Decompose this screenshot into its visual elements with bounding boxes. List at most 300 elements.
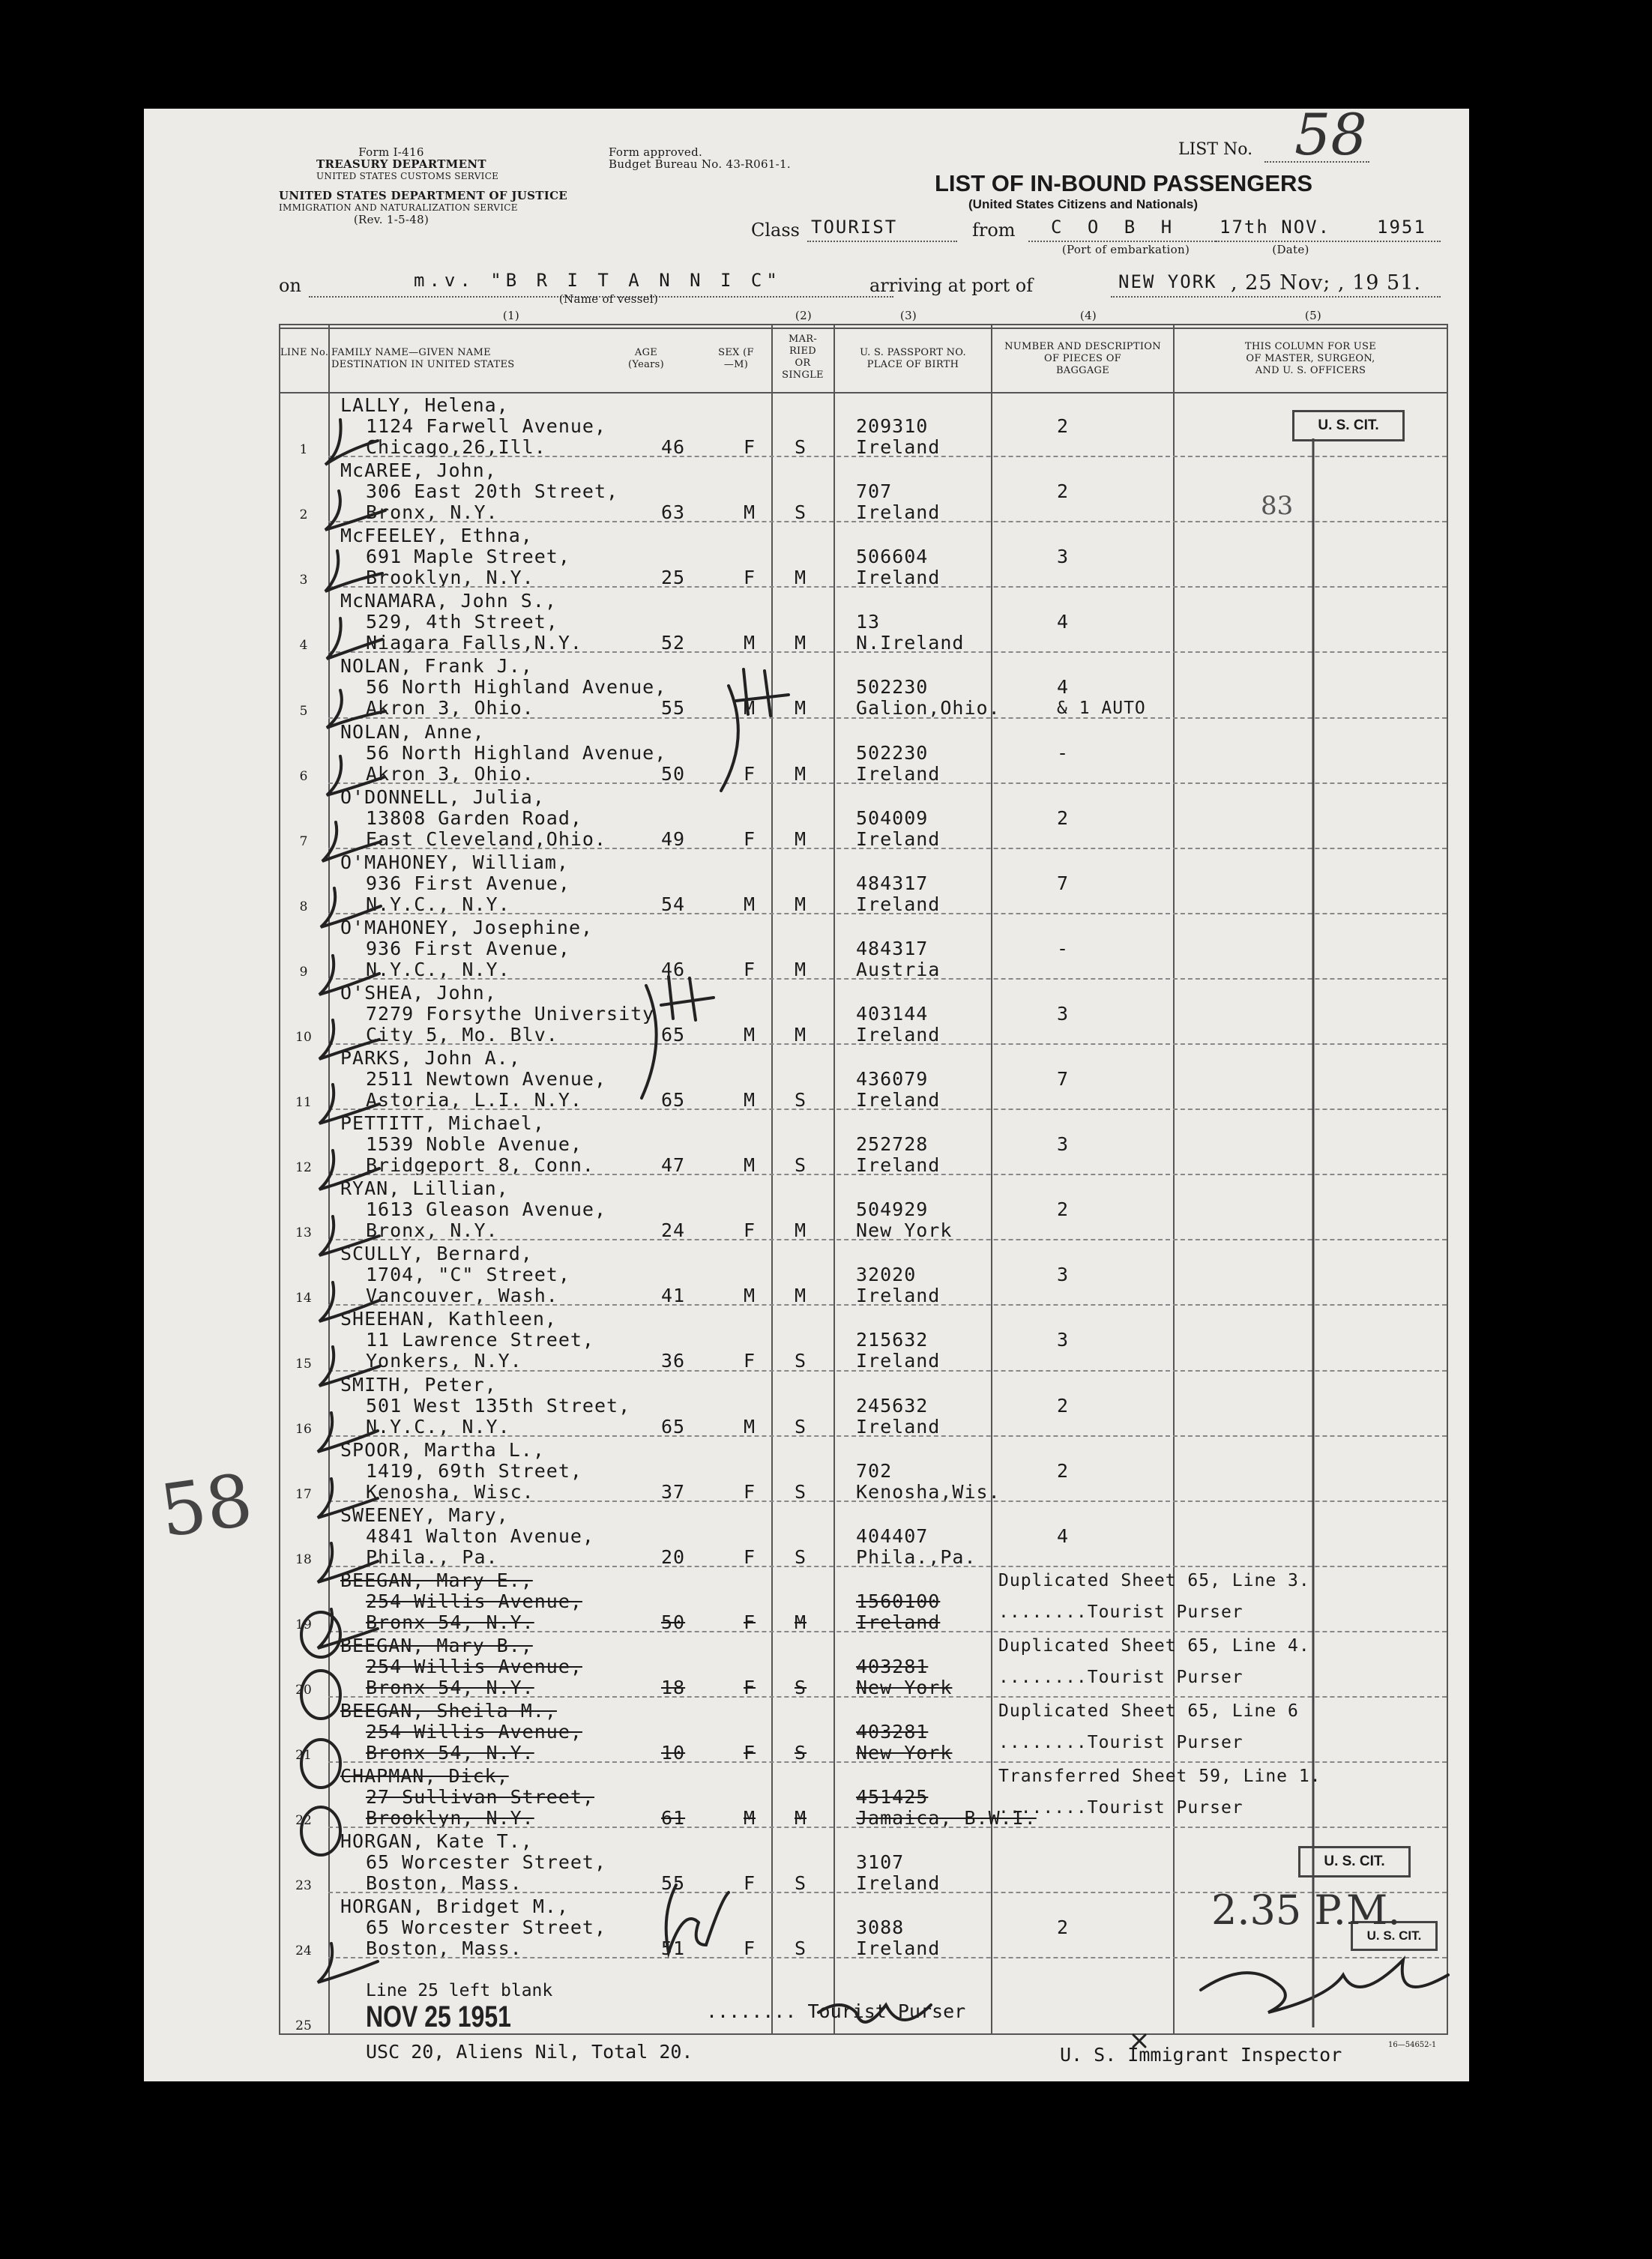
line-number: 8 — [299, 899, 308, 914]
birthplace: Austria — [856, 958, 941, 980]
age-cell: 20 — [661, 1545, 686, 1568]
sex-cell: F — [744, 1219, 756, 1242]
col-passport: U. S. PASSPORT NO. — [860, 347, 966, 358]
marital-cell: M — [795, 632, 807, 654]
embark-date: 17th NOV. — [1220, 217, 1331, 238]
line-number: 5 — [299, 703, 308, 719]
class-label: Class — [751, 220, 800, 241]
city-state: Astoria, L.I. N.Y. — [366, 1089, 582, 1111]
sex-cell: F — [744, 1480, 756, 1503]
city-state: Yonkers, N.Y. — [366, 1350, 522, 1372]
passport-no: 502230 — [856, 741, 929, 764]
duplicate-note: Duplicated Sheet 65, Line 4. — [998, 1635, 1310, 1656]
age-cell: 10 — [661, 1742, 686, 1764]
manifest-sheet — [144, 101, 1469, 2081]
signature — [1201, 1960, 1448, 2012]
col-married-4: SINGLE — [782, 370, 824, 381]
date-caption: (Date) — [1272, 243, 1309, 256]
birthplace: New York — [856, 1676, 953, 1698]
line-number: 21 — [295, 1748, 312, 1764]
city-state: Bronx, N.Y. — [366, 1219, 498, 1242]
passport-no: 451425 — [856, 1786, 929, 1809]
age-cell: 65 — [661, 1089, 686, 1111]
circle-mark — [301, 1740, 340, 1788]
age-cell: 52 — [661, 632, 686, 654]
bracket-mark — [642, 986, 657, 1098]
ins-label: IMMIGRATION AND NATURALIZATION SERVICE — [279, 202, 518, 213]
sex-cell: F — [744, 762, 756, 785]
col-baggage-2: OF PIECES OF — [1044, 353, 1121, 364]
birthplace: Ireland — [856, 1285, 941, 1307]
checkmark — [325, 491, 385, 530]
city-state: N.Y.C., N.Y. — [366, 958, 510, 980]
city-state: Bronx 54, N.Y. — [366, 1676, 534, 1698]
city-state: Boston, Mass. — [366, 1872, 522, 1895]
sex-cell: M — [744, 1807, 756, 1830]
date-stamp: NOV 25 1951 — [366, 2000, 511, 2033]
sex-cell: F — [744, 827, 756, 850]
street-address: 11 Lawrence Street, — [366, 1329, 594, 1351]
passport-no: 502230 — [856, 676, 929, 699]
birthplace: Ireland — [856, 1937, 941, 1960]
birthplace: Ireland — [856, 567, 941, 589]
marital-cell: M — [795, 762, 807, 785]
city-state: Bridgeport 8, Conn. — [366, 1154, 594, 1177]
duplicate-note: Duplicated Sheet 65, Line 6 — [998, 1701, 1299, 1721]
purser-signoff: ........Tourist Purser — [998, 1733, 1243, 1752]
marital-cell: S — [795, 1545, 807, 1568]
line-number: 10 — [295, 1030, 312, 1045]
city-state: Vancouver, Wash. — [366, 1285, 558, 1307]
sex-cell: M — [744, 1415, 756, 1438]
city-state: Kenosha, Wisc. — [366, 1480, 534, 1503]
passenger-name: SHEEHAN, Kathleen, — [340, 1308, 557, 1330]
passport-no: 436079 — [856, 1068, 929, 1090]
col-num-3: (3) — [899, 309, 917, 322]
inspector-label: U. S. Immigrant Inspector — [1060, 2044, 1342, 2066]
line-number: 17 — [295, 1486, 312, 1502]
sex-cell: F — [744, 1742, 756, 1764]
city-state: Phila., Pa. — [366, 1545, 498, 1568]
list-no-handwritten: 58 — [1294, 101, 1367, 168]
checkmark — [319, 1347, 379, 1386]
purser-signoff: ........Tourist Purser — [998, 1602, 1243, 1622]
circle-mark — [301, 1671, 340, 1719]
purser-signoff: ........Tourist Purser — [998, 1667, 1243, 1687]
line-number: 4 — [299, 638, 308, 654]
marital-cell: S — [795, 1415, 807, 1438]
line-number: 19 — [295, 1617, 312, 1632]
line-number: 3 — [299, 573, 308, 588]
city-state: Bronx, N.Y. — [366, 501, 498, 524]
birthplace: Kenosha,Wis. — [856, 1480, 1001, 1503]
col-married-3: OR — [795, 358, 811, 369]
col-married-2: RIED — [789, 346, 817, 357]
passport-no: 403281 — [856, 1721, 929, 1743]
line-number: 15 — [295, 1356, 312, 1372]
passport-no: 209310 — [856, 415, 929, 437]
age-cell: 36 — [661, 1350, 686, 1372]
sex-cell: F — [744, 436, 756, 458]
baggage-count: 2 — [1057, 415, 1070, 437]
sex-cell: F — [744, 1937, 756, 1960]
baggage-count: 2 — [1057, 1916, 1070, 1939]
list-no-label: LIST No. — [1178, 140, 1253, 159]
inspection-time: 2.35 P.M. — [1211, 1886, 1401, 1934]
marital-cell: S — [795, 1154, 807, 1177]
line-number: 11 — [295, 1095, 312, 1111]
baggage-extra: & 1 AUTO — [1057, 699, 1146, 719]
sex-cell: F — [744, 1545, 756, 1568]
passenger-name: PARKS, John A., — [340, 1047, 521, 1069]
birthplace: New York — [856, 1219, 953, 1242]
baggage-count: 4 — [1057, 611, 1070, 633]
city-state: Brooklyn, N.Y. — [366, 567, 534, 589]
passenger-name: NOLAN, Anne, — [340, 720, 485, 743]
passenger-name: NOLAN, Frank J., — [340, 655, 533, 678]
checkmark — [321, 888, 381, 927]
passenger-name: SCULLY, Bernard, — [340, 1243, 533, 1265]
col-married-1: MAR- — [788, 334, 818, 345]
revision: (Rev. 1-5-48) — [353, 213, 429, 226]
circle-mark — [301, 1807, 340, 1855]
passenger-name: CHAPMAN, Dick, — [340, 1765, 509, 1788]
line-number: 7 — [299, 833, 308, 849]
col-num-5: (5) — [1304, 309, 1322, 322]
us-citizen-stamp: U. S. CIT. — [1292, 410, 1405, 441]
birthplace: N.Ireland — [856, 632, 965, 654]
checkmark — [319, 1282, 379, 1321]
sex-cell: M — [744, 1285, 756, 1307]
line-number: 22 — [295, 1813, 312, 1829]
line-number: 13 — [295, 1225, 312, 1241]
checkmark — [319, 956, 379, 995]
age-cell: 25 — [661, 567, 686, 589]
baggage-count: - — [1057, 937, 1070, 959]
sex-cell: M — [744, 501, 756, 524]
line-number: 20 — [295, 1683, 312, 1698]
passenger-name: McNAMARA, John S., — [340, 590, 557, 612]
checkmark — [325, 420, 378, 465]
baggage-count: 3 — [1057, 546, 1070, 568]
street-address: 936 First Avenue, — [366, 872, 570, 894]
purser-signoff: ........Tourist Purser — [998, 1798, 1243, 1818]
passport-no: 504009 — [856, 806, 929, 829]
class-value: TOURIST — [811, 217, 898, 238]
purser-initials — [819, 2005, 931, 2022]
line-number: 23 — [295, 1878, 312, 1894]
baggage-count: 3 — [1057, 1133, 1070, 1156]
line-number: 16 — [295, 1421, 312, 1437]
birthplace: Ireland — [856, 501, 941, 524]
form-number: Form I-416 — [358, 145, 424, 159]
street-address: 56 North Highland Avenue, — [366, 741, 667, 764]
city-state: Brooklyn, N.Y. — [366, 1807, 534, 1830]
margin-number: 83 — [1261, 491, 1294, 521]
col-birthplace: PLACE OF BIRTH — [866, 359, 959, 370]
circle-mark — [301, 1612, 340, 1657]
line-number: 2 — [299, 507, 308, 523]
sex-cell: M — [744, 893, 756, 915]
age-cell: 51 — [661, 1937, 686, 1960]
marital-cell: S — [795, 1872, 807, 1895]
passenger-name: SPOOR, Martha L., — [340, 1438, 545, 1461]
sex-cell: F — [744, 1611, 756, 1633]
marital-cell: S — [795, 1350, 807, 1372]
baggage-count: 2 — [1057, 806, 1070, 829]
col-baggage-1: NUMBER AND DESCRIPTION — [1004, 341, 1161, 352]
marital-cell: M — [795, 697, 807, 720]
sex-cell: F — [744, 567, 756, 589]
cross-mark — [1133, 2035, 1145, 2047]
city-state: N.Y.C., N.Y. — [366, 1415, 510, 1438]
passenger-name: HORGAN, Kate T., — [340, 1830, 533, 1853]
city-state: City 5, Mo. Blv. — [366, 1023, 558, 1046]
marital-cell: M — [795, 958, 807, 980]
age-cell: 65 — [661, 1023, 686, 1046]
passport-no: 484317 — [856, 872, 929, 894]
street-address: 56 North Highland Avenue, — [366, 676, 667, 699]
age-cell: 41 — [661, 1285, 686, 1307]
line-number: 14 — [295, 1291, 312, 1306]
checkmark — [327, 756, 384, 795]
line-number: 9 — [299, 964, 308, 980]
port-of-embarkation: C O B H — [1051, 217, 1180, 238]
col-officer-3: AND U. S. OFFICERS — [1255, 365, 1366, 376]
embark-year: 1951 — [1377, 217, 1426, 238]
street-address: 936 First Avenue, — [366, 937, 570, 959]
birthplace: Ireland — [856, 1154, 941, 1177]
passenger-name: O'MAHONEY, Josephine, — [340, 916, 594, 938]
birthplace: Ireland — [856, 1415, 941, 1438]
arriving-label: arriving at port of — [869, 275, 1034, 296]
sex-cell: F — [744, 1350, 756, 1372]
handwritten-marks — [144, 109, 1469, 2081]
birthplace: Ireland — [856, 1089, 941, 1111]
birthplace: Galion,Ohio. — [856, 697, 1001, 720]
h-mark — [736, 669, 789, 716]
passport-no: 707 — [856, 480, 893, 503]
passport-no: 32020 — [856, 1264, 917, 1286]
birthplace: Ireland — [856, 1611, 941, 1633]
age-cell: 65 — [661, 1415, 686, 1438]
passport-no: 13 — [856, 611, 881, 633]
port-caption: (Port of embarkation) — [1061, 243, 1190, 256]
birthplace: Jamaica, B.W.I. — [856, 1807, 1037, 1830]
age-cell: 63 — [661, 501, 686, 524]
marital-cell: M — [795, 1807, 807, 1830]
col-name: FAMILY NAME—GIVEN NAME — [331, 347, 491, 358]
passport-no: 702 — [856, 1459, 893, 1482]
baggage-count: 2 — [1057, 1198, 1070, 1221]
passport-no: 245632 — [856, 1394, 929, 1417]
form-subtitle: (United States Citizens and Nationals) — [968, 197, 1199, 211]
marital-cell: M — [795, 567, 807, 589]
passenger-name: McFEELEY, Ethna, — [340, 525, 533, 547]
passenger-name: PETTITT, Michael, — [340, 1112, 545, 1135]
passport-no: 1560100 — [856, 1590, 941, 1612]
marital-cell: S — [795, 1742, 807, 1764]
form-code: 16—54652-1 — [1388, 2041, 1437, 2049]
sex-cell: M — [744, 697, 756, 720]
marital-cell: M — [795, 1611, 807, 1633]
city-state: N.Y.C., N.Y. — [366, 893, 510, 915]
passenger-name: BEEGAN, Mary B., — [340, 1634, 533, 1656]
baggage-count: 3 — [1057, 1264, 1070, 1286]
passport-no: 504929 — [856, 1198, 929, 1221]
birthplace: Phila.,Pa. — [856, 1545, 977, 1568]
on-label: on — [279, 275, 301, 296]
col-num-4: (4) — [1079, 309, 1097, 322]
street-address: 306 East 20th Street, — [366, 480, 619, 503]
street-address: 1613 Gleason Avenue, — [366, 1198, 607, 1221]
baggage-count: 4 — [1057, 1524, 1070, 1547]
form-approved: Form approved. — [609, 145, 703, 159]
line-number: 6 — [299, 768, 308, 784]
street-address: 254 Willis Avenue, — [366, 1590, 582, 1612]
duplicate-note: Duplicated Sheet 65, Line 3. — [998, 1570, 1310, 1590]
street-address: 501 West 135th Street, — [366, 1394, 631, 1417]
birthplace: Ireland — [856, 893, 941, 915]
customs-service: UNITED STATES CUSTOMS SERVICE — [316, 171, 499, 181]
marital-cell: M — [795, 827, 807, 850]
passport-no: 484317 — [856, 937, 929, 959]
street-address: 4841 Walton Avenue, — [366, 1524, 594, 1547]
checkmark — [327, 618, 382, 659]
checkmark — [319, 1020, 379, 1059]
checkmark — [325, 551, 382, 591]
birthplace: Ireland — [856, 436, 941, 458]
line-number: 1 — [299, 442, 308, 458]
col-sex: SEX (F—M) — [718, 347, 754, 370]
marital-cell: S — [795, 436, 807, 458]
h-mark — [661, 977, 714, 1020]
city-state: Bronx 54, N.Y. — [366, 1611, 534, 1633]
passenger-name: O'SHEA, John, — [340, 981, 497, 1004]
col-num-2: (2) — [795, 309, 813, 322]
passenger-name: SMITH, Peter, — [340, 1373, 497, 1396]
col-age: AGE (Years) — [627, 347, 665, 370]
city-state: East Cleveland,Ohio. — [366, 827, 607, 850]
passenger-name: McAREE, John, — [340, 459, 497, 482]
form-title: LIST OF IN-BOUND PASSENGERS — [935, 170, 1313, 196]
age-cell: 46 — [661, 958, 686, 980]
checkmark — [318, 1543, 378, 1582]
street-address: 65 Worcester Street, — [366, 1851, 607, 1874]
marital-cell: S — [795, 1676, 807, 1698]
street-address: 1419, 69th Street, — [366, 1459, 582, 1482]
street-address: 1539 Noble Avenue, — [366, 1133, 582, 1156]
passenger-name: LALLY, Helena, — [340, 394, 509, 416]
line-number: 12 — [295, 1160, 312, 1176]
checkmark — [318, 1413, 378, 1452]
street-address: 65 Worcester Street, — [366, 1916, 607, 1939]
line-number: 24 — [295, 1943, 312, 1959]
initials-mark — [666, 1885, 729, 1952]
marital-cell: M — [795, 893, 807, 915]
arrival-port: NEW YORK — [1118, 271, 1217, 292]
street-address: 691 Maple Street, — [366, 546, 570, 568]
passenger-name: BEEGAN, Mary E., — [340, 1569, 533, 1591]
checkmark — [318, 1609, 378, 1648]
birthplace: Ireland — [856, 1872, 941, 1895]
sex-cell: M — [744, 1023, 756, 1046]
age-cell: 18 — [661, 1676, 686, 1698]
footer-purser: ........ Tourist Purser — [706, 2000, 966, 2022]
from-label: from — [972, 220, 1016, 241]
baggage-count: 3 — [1057, 1329, 1070, 1351]
marital-cell: S — [795, 1480, 807, 1503]
passenger-name: RYAN, Lillian, — [340, 1177, 509, 1200]
marital-cell: S — [795, 1937, 807, 1960]
vessel-name: m.v. "B R I T A N N I C" — [414, 270, 782, 291]
sex-cell: M — [744, 1089, 756, 1111]
passport-no: 252728 — [856, 1133, 929, 1156]
passenger-totals: USC 20, Aliens Nil, Total 20. — [366, 2041, 693, 2063]
sex-cell: F — [744, 1872, 756, 1895]
us-citizen-stamp: U. S. CIT. — [1351, 1921, 1438, 1951]
arrival-date: , 25 Nov; , 19 51. — [1231, 271, 1421, 295]
line25-note: Line 25 left blank — [366, 1981, 553, 2000]
col-officer-1: THIS COLUMN FOR USE — [1244, 341, 1377, 352]
street-address: 1124 Farwell Avenue, — [366, 415, 607, 437]
passenger-name: HORGAN, Bridget M., — [340, 1895, 569, 1918]
passport-no: 215632 — [856, 1329, 929, 1351]
age-cell: 24 — [661, 1219, 686, 1242]
col-destination: DESTINATION IN UNITED STATES — [331, 359, 515, 370]
line-number: 18 — [295, 1551, 312, 1567]
baggage-count: - — [1057, 741, 1070, 764]
sex-cell: M — [744, 632, 756, 654]
baggage-count: 7 — [1057, 872, 1070, 894]
passport-no: 3088 — [856, 1916, 905, 1939]
checkmark — [319, 1150, 379, 1189]
age-cell: 54 — [661, 893, 686, 915]
col-num-1: (1) — [502, 309, 520, 322]
birthplace: Ireland — [856, 1350, 941, 1372]
budget-bureau: Budget Bureau No. 43-R061-1. — [609, 157, 791, 171]
street-address: 7279 Forsythe University — [366, 1002, 655, 1025]
age-cell: 49 — [661, 827, 686, 850]
age-cell: 50 — [661, 1611, 686, 1633]
baggage-count: 2 — [1057, 1394, 1070, 1417]
city-state: Akron 3, Ohio. — [366, 697, 534, 720]
marital-cell: S — [795, 501, 807, 524]
birthplace: New York — [856, 1742, 953, 1764]
passenger-name: SWEENEY, Mary, — [340, 1504, 509, 1526]
city-state: Niagara Falls,N.Y. — [366, 632, 582, 654]
side-sheet-number: 58 — [154, 1458, 258, 1554]
checkmark — [322, 822, 381, 861]
city-state: Chicago,26,Ill. — [366, 436, 546, 458]
checkmark — [318, 1479, 378, 1518]
marital-cell: S — [795, 1089, 807, 1111]
sex-cell: M — [744, 1154, 756, 1177]
birthplace: Ireland — [856, 827, 941, 850]
checkmark — [327, 690, 385, 728]
justice-dept: UNITED STATES DEPARTMENT OF JUSTICE — [279, 189, 568, 202]
street-address: 254 Willis Avenue, — [366, 1655, 582, 1677]
city-state: Boston, Mass. — [366, 1937, 522, 1960]
sex-cell: F — [744, 1676, 756, 1698]
city-state: Akron 3, Ohio. — [366, 762, 534, 785]
checkmark — [319, 1216, 379, 1255]
col-baggage-3: BAGGAGE — [1055, 365, 1110, 376]
age-cell: 61 — [661, 1807, 686, 1830]
col-line-no: LINE No. — [280, 347, 329, 358]
baggage-count: 2 — [1057, 1459, 1070, 1482]
birthplace: Ireland — [856, 1023, 941, 1046]
